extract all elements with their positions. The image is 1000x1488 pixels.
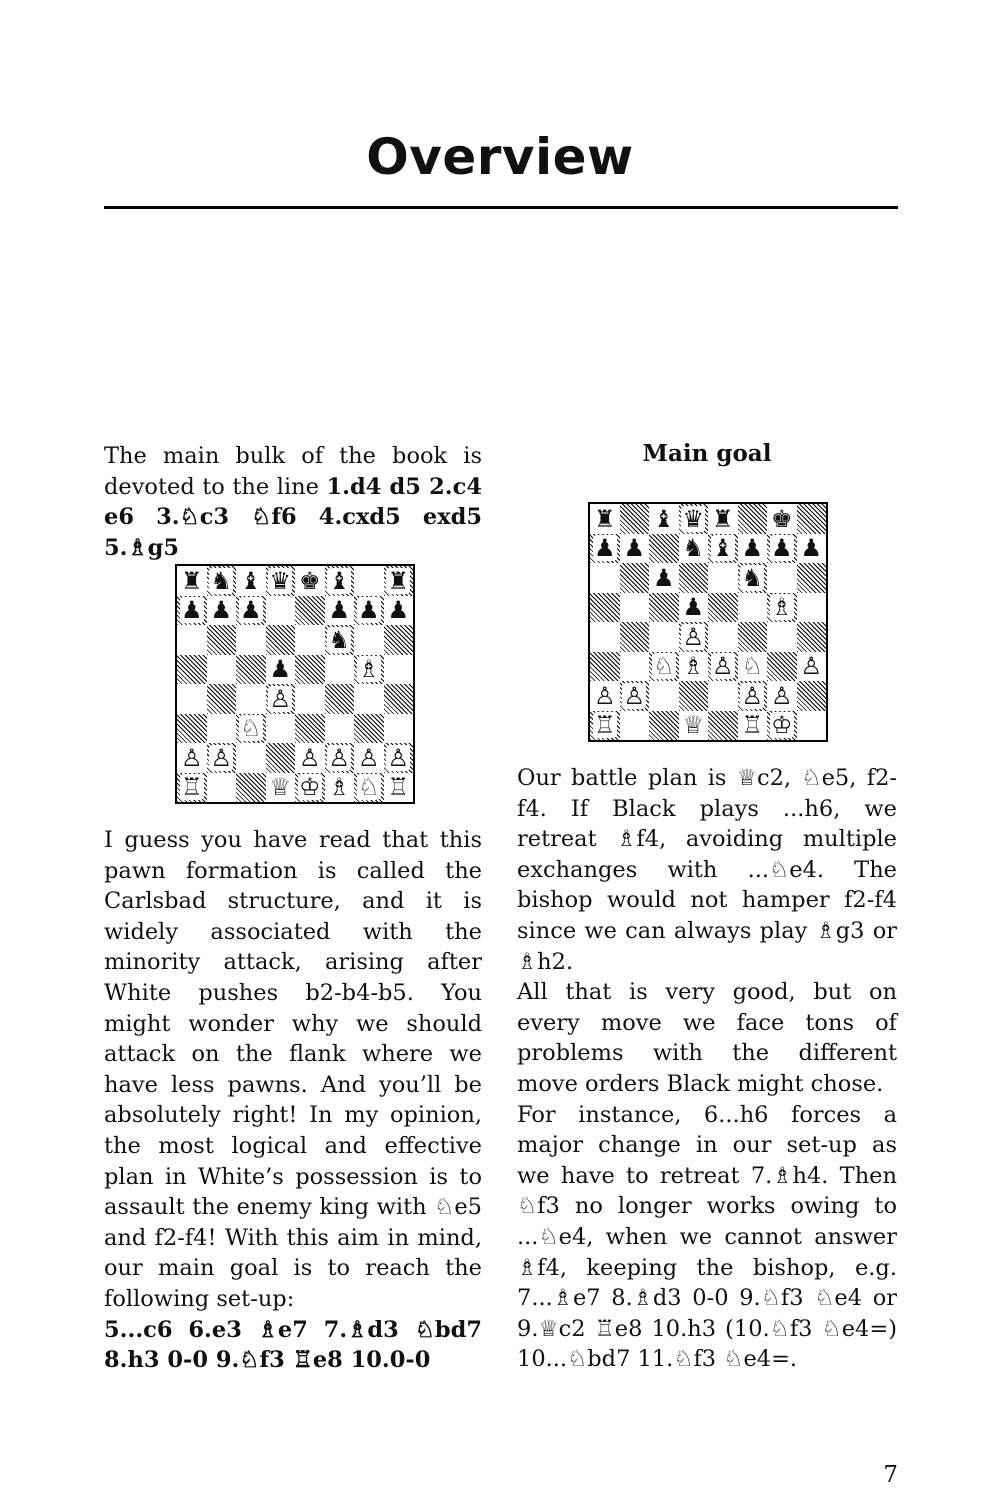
board-square — [679, 681, 709, 711]
board-square — [738, 534, 768, 564]
board-square — [177, 773, 207, 803]
board-square — [236, 566, 266, 596]
board-square — [177, 743, 207, 773]
board-square — [177, 714, 207, 744]
title-divider — [104, 206, 898, 209]
board-square — [738, 563, 768, 593]
white-bishop-icon: ♗ — [682, 652, 704, 681]
board-square — [708, 622, 738, 652]
board-square — [325, 773, 355, 803]
problems-paragraph: All that is very good, but on every move we face tons of problems with the different move orders Black might chose. — [517, 979, 897, 1097]
board-square — [266, 566, 296, 596]
white-king-icon: ♔ — [770, 711, 793, 740]
board-square — [177, 655, 207, 685]
board-square — [649, 622, 679, 652]
board-square — [266, 625, 296, 655]
board-square — [325, 596, 355, 626]
black-knight-icon: ♞ — [328, 625, 350, 654]
board-square — [738, 711, 768, 741]
board-square — [325, 743, 355, 773]
black-rook-icon: ♜ — [711, 504, 734, 533]
board-square — [384, 773, 414, 803]
black-pawn-icon: ♟ — [210, 596, 232, 625]
board-square — [679, 504, 709, 534]
board-square — [207, 743, 237, 773]
white-bishop-icon: ♗ — [357, 655, 380, 684]
black-pawn-icon: ♟ — [623, 534, 645, 563]
board-square — [384, 596, 414, 626]
white-rook-icon: ♖ — [741, 711, 763, 740]
board-square — [354, 596, 384, 626]
board-square — [177, 566, 207, 596]
white-pawn-icon: ♙ — [593, 681, 616, 710]
board-square — [738, 593, 768, 623]
white-queen-icon: ♕ — [682, 711, 704, 740]
black-pawn-icon: ♟ — [770, 534, 793, 563]
white-bishop-icon: ♗ — [770, 593, 793, 622]
board-square — [679, 652, 709, 682]
board-square — [767, 711, 797, 741]
white-pawn-icon: ♙ — [770, 681, 793, 710]
board-square — [236, 596, 266, 626]
board-square — [354, 566, 384, 596]
board-square — [236, 625, 266, 655]
board-square — [295, 655, 325, 685]
board-square — [620, 504, 650, 534]
board-square — [590, 681, 620, 711]
white-queen-icon: ♕ — [269, 773, 291, 802]
board-square — [384, 655, 414, 685]
board-square — [708, 681, 738, 711]
white-knight-icon: ♘ — [652, 652, 675, 681]
board-square — [266, 743, 296, 773]
white-bishop-icon: ♗ — [328, 773, 350, 802]
board-square — [590, 622, 620, 652]
board-square — [266, 596, 296, 626]
board-square — [738, 681, 768, 711]
board-square — [384, 743, 414, 773]
black-pawn-icon: ♟ — [269, 655, 291, 684]
board-square — [384, 566, 414, 596]
board-square — [295, 773, 325, 803]
board-square — [679, 593, 709, 623]
board-square — [354, 655, 384, 685]
board-square — [354, 773, 384, 803]
chess-diagram-main-goal — [588, 502, 828, 742]
board-square — [207, 566, 237, 596]
board-square — [266, 773, 296, 803]
board-square — [207, 714, 237, 744]
board-square — [325, 714, 355, 744]
section-heading: Main goal — [642, 440, 772, 467]
board-square — [325, 625, 355, 655]
black-pawn-icon: ♟ — [387, 596, 409, 625]
board-square — [354, 684, 384, 714]
board-square — [620, 711, 650, 741]
board-square — [620, 593, 650, 623]
black-pawn-icon: ♟ — [682, 593, 704, 622]
board-square — [325, 684, 355, 714]
board-square — [767, 622, 797, 652]
black-bishop-icon: ♝ — [328, 566, 350, 595]
board-square — [649, 504, 679, 534]
board-square — [738, 652, 768, 682]
black-pawn-icon: ♟ — [652, 563, 675, 592]
board-square — [620, 652, 650, 682]
white-pawn-icon: ♙ — [387, 743, 409, 772]
board-square — [295, 625, 325, 655]
board-square — [590, 652, 620, 682]
board-square — [207, 655, 237, 685]
board-square — [797, 504, 827, 534]
board-square — [295, 684, 325, 714]
board-square — [384, 684, 414, 714]
board-square — [797, 563, 827, 593]
board-square — [354, 714, 384, 744]
white-pawn-icon: ♙ — [298, 743, 321, 772]
board-square — [177, 684, 207, 714]
white-pawn-icon: ♙ — [269, 684, 291, 713]
board-square — [207, 625, 237, 655]
white-king-icon: ♔ — [298, 773, 321, 802]
black-pawn-icon: ♟ — [328, 596, 350, 625]
board-square — [620, 534, 650, 564]
board-square — [325, 566, 355, 596]
board-square — [738, 622, 768, 652]
carlsbad-paragraph — [104, 825, 482, 1376]
white-knight-icon: ♘ — [741, 652, 763, 681]
board-square — [295, 743, 325, 773]
battle-plan-paragraph: Our battle plan is ♕c2, ♘e5, f2-f4. If Black plays ...h6, we retreat ♗f4, avoiding multiple exchanges with ...♘e4. The bishop would not hamper f2-f4 since we can always play ♗g3 or ♗h2. — [517, 765, 897, 975]
white-rook-icon: ♖ — [593, 711, 616, 740]
board-square — [649, 593, 679, 623]
board-square — [590, 563, 620, 593]
chess-diagram-opening — [175, 564, 415, 804]
white-pawn-icon: ♙ — [711, 652, 734, 681]
board-square — [767, 652, 797, 682]
board-square — [708, 504, 738, 534]
board-square — [236, 655, 266, 685]
black-pawn-icon: ♟ — [180, 596, 203, 625]
black-rook-icon: ♜ — [387, 566, 409, 595]
board-square — [207, 684, 237, 714]
board-square — [649, 711, 679, 741]
page-title: Overview — [366, 128, 634, 186]
board-square — [295, 566, 325, 596]
board-square — [767, 534, 797, 564]
black-knight-icon: ♞ — [741, 563, 763, 592]
board-square — [620, 681, 650, 711]
board-square — [325, 655, 355, 685]
board-square — [236, 773, 266, 803]
board-square — [797, 622, 827, 652]
white-pawn-icon: ♙ — [682, 622, 704, 651]
board-square — [679, 563, 709, 593]
board-square — [295, 714, 325, 744]
white-pawn-icon: ♙ — [210, 743, 232, 772]
white-pawn-icon: ♙ — [180, 743, 203, 772]
instance-paragraph: For instance, 6...h6 forces a major change in our set-up as we have to retreat 7.♗h4. Then ♘f3 no longer works owing to ...♘e4, when we cannot answer ♗f4, keeping the bishop, e.g. 7...♗e7 8.♗d3 0-0 9.♘f3 ♘e4 or 9.♕c2 ♖e8 10.h3 (10.♘f3 ♘e4=) 10...♘bd7 11.♘f3 ♘e4=. — [517, 1101, 897, 1373]
black-bishop-icon: ♝ — [652, 504, 675, 533]
white-pawn-icon: ♙ — [357, 743, 380, 772]
white-rook-icon: ♖ — [387, 773, 409, 802]
board-square — [679, 534, 709, 564]
board-square — [620, 563, 650, 593]
black-king-icon: ♚ — [770, 504, 793, 533]
black-knight-icon: ♞ — [210, 566, 232, 595]
board-square — [679, 622, 709, 652]
board-square — [797, 593, 827, 623]
board-square — [708, 652, 738, 682]
board-square — [797, 652, 827, 682]
white-pawn-icon: ♙ — [328, 743, 350, 772]
board-square — [797, 711, 827, 741]
board-square — [354, 743, 384, 773]
board-square — [207, 596, 237, 626]
setup-moves: 5...c6 6.e3 ♗e7 7.♗d3 ♘bd7 8.h3 0-0 9.♘f3 ♖e8 10.0-0 — [104, 1316, 482, 1374]
board-square — [620, 622, 650, 652]
board-square — [266, 655, 296, 685]
board-square — [236, 714, 266, 744]
board-square — [649, 563, 679, 593]
black-knight-icon: ♞ — [682, 534, 704, 563]
black-pawn-icon: ♟ — [357, 596, 380, 625]
board-square — [767, 593, 797, 623]
black-pawn-icon: ♟ — [741, 534, 763, 563]
board-square — [295, 596, 325, 626]
black-queen-icon: ♛ — [269, 566, 291, 595]
body-text: I guess you have read that this pawn formation is called the Carlsbad structure, and it is widely associated with the minority attack, arising after White pushes b2-b4-b5. You might wonder why we should attack on the flank where we have less pawns. And you’ll be absolutely right! In my opinion, the most logical and effective plan in White’s possession is to assault the enemy king with ♘e5 and f2-f4! With this aim in mind, our main goal is to reach the following set-up: — [104, 827, 482, 1312]
black-bishop-icon: ♝ — [711, 534, 734, 563]
board-square — [177, 596, 207, 626]
intro-moves: 1.d4 d5 2.c4 e6 3.♘c3 ♘f6 4.cxd5 exd5 5.♗g5 — [104, 473, 482, 561]
intro-text: The main bulk of the book is devoted to the line — [104, 443, 482, 500]
board-square — [590, 593, 620, 623]
board-square — [679, 711, 709, 741]
board-square — [649, 534, 679, 564]
board-square — [767, 504, 797, 534]
black-queen-icon: ♛ — [682, 504, 704, 533]
white-pawn-icon: ♙ — [741, 681, 763, 710]
board-square — [708, 534, 738, 564]
black-bishop-icon: ♝ — [239, 566, 262, 595]
white-knight-icon: ♘ — [239, 714, 262, 743]
board-square — [649, 652, 679, 682]
board-square — [590, 504, 620, 534]
board-square — [266, 684, 296, 714]
board-square — [384, 625, 414, 655]
board-square — [236, 743, 266, 773]
board-square — [708, 593, 738, 623]
board-square — [767, 563, 797, 593]
board-square — [207, 773, 237, 803]
board-square — [354, 625, 384, 655]
black-pawn-icon: ♟ — [800, 534, 822, 563]
black-rook-icon: ♜ — [593, 504, 616, 533]
intro-paragraph — [104, 441, 482, 563]
board-square — [236, 684, 266, 714]
black-pawn-icon: ♟ — [239, 596, 262, 625]
black-pawn-icon: ♟ — [593, 534, 616, 563]
board-square — [266, 714, 296, 744]
board-square — [767, 681, 797, 711]
right-text — [517, 763, 897, 1375]
board-square — [797, 534, 827, 564]
white-pawn-icon: ♙ — [623, 681, 645, 710]
board-square — [797, 681, 827, 711]
board-square — [738, 504, 768, 534]
page-number: 7 — [883, 1462, 898, 1488]
white-knight-icon: ♘ — [357, 773, 380, 802]
white-rook-icon: ♖ — [180, 773, 203, 802]
board-square — [708, 563, 738, 593]
board-square — [649, 681, 679, 711]
board-square — [590, 534, 620, 564]
board-square — [384, 714, 414, 744]
black-rook-icon: ♜ — [180, 566, 203, 595]
black-king-icon: ♚ — [298, 566, 321, 595]
board-square — [177, 625, 207, 655]
white-pawn-icon: ♙ — [800, 652, 822, 681]
board-square — [708, 711, 738, 741]
board-square — [590, 711, 620, 741]
